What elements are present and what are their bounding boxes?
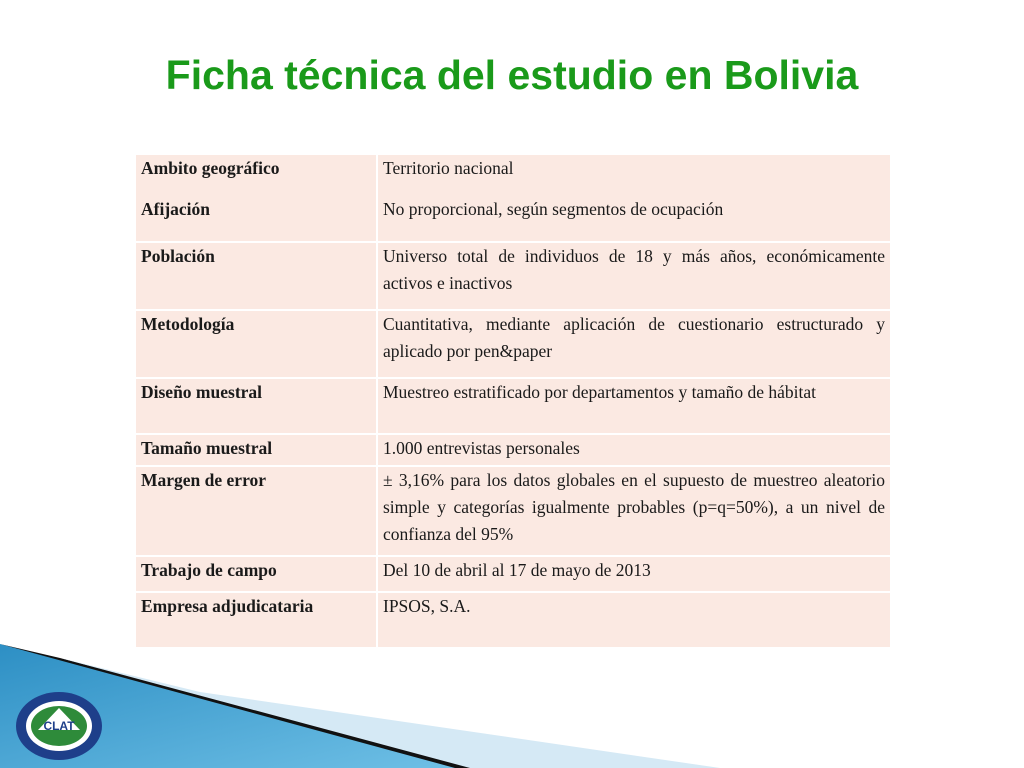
table-row: [136, 434, 890, 466]
row-label-sample-design: Diseño muestral: [136, 378, 377, 434]
table-row: [136, 466, 890, 556]
row-value-sample-size: 1.000 entrevistas personales: [377, 434, 890, 466]
row-label-contractor: Empresa adjudicataria: [136, 592, 377, 648]
row-value-allocation: No proporcional, según segmentos de ocupación: [383, 199, 724, 219]
row-value-methodology: Cuantitativa, mediante aplicación de cuestionario estructurado y aplicado por pen&paper: [377, 310, 890, 378]
row-label-geographic-scope: Ambito geográfico: [141, 158, 280, 178]
row-value: [377, 155, 890, 242]
row-value-fieldwork: Del 10 de abril al 17 de mayo de 2013: [377, 556, 890, 592]
row-label-sample-size: Tamaño muestral: [136, 434, 377, 466]
row-value-margin-of-error: ± 3,16% para los datos globales en el supuesto de muestreo aleatorio simple y categorías igualmente probables (p=q=50%), a un nivel de confianza del 95%: [377, 466, 890, 556]
clat-logo: [14, 690, 104, 762]
row-value-contractor: IPSOS, S.A.: [377, 592, 890, 648]
spacer: [383, 182, 885, 196]
row-label-population: Población: [136, 242, 377, 310]
row-label-fieldwork: Trabajo de campo: [136, 556, 377, 592]
table-row: [136, 310, 890, 378]
row-label-methodology: Metodología: [136, 310, 377, 378]
row-label-margin-of-error: Margen de error: [136, 466, 377, 556]
row-value-sample-design: Muestreo estratificado por departamentos y tamaño de hábitat: [377, 378, 890, 434]
spacer: [141, 182, 371, 196]
table-row: [136, 378, 890, 434]
logo-text: CLAT: [43, 719, 75, 733]
table-row: [136, 556, 890, 592]
row-label: [136, 155, 377, 242]
row-value-geographic-scope: Territorio nacional: [383, 158, 514, 178]
technical-sheet-table: [136, 155, 890, 649]
row-value-population: Universo total de individuos de 18 y más años, económicamente activos e inactivos: [377, 242, 890, 310]
row-label-allocation: Afijación: [141, 199, 211, 219]
table-row: [136, 242, 890, 310]
table-row: [136, 155, 890, 242]
footer-decoration: [0, 630, 1024, 768]
page-title: Ficha técnica del estudio en Bolivia: [165, 52, 859, 98]
